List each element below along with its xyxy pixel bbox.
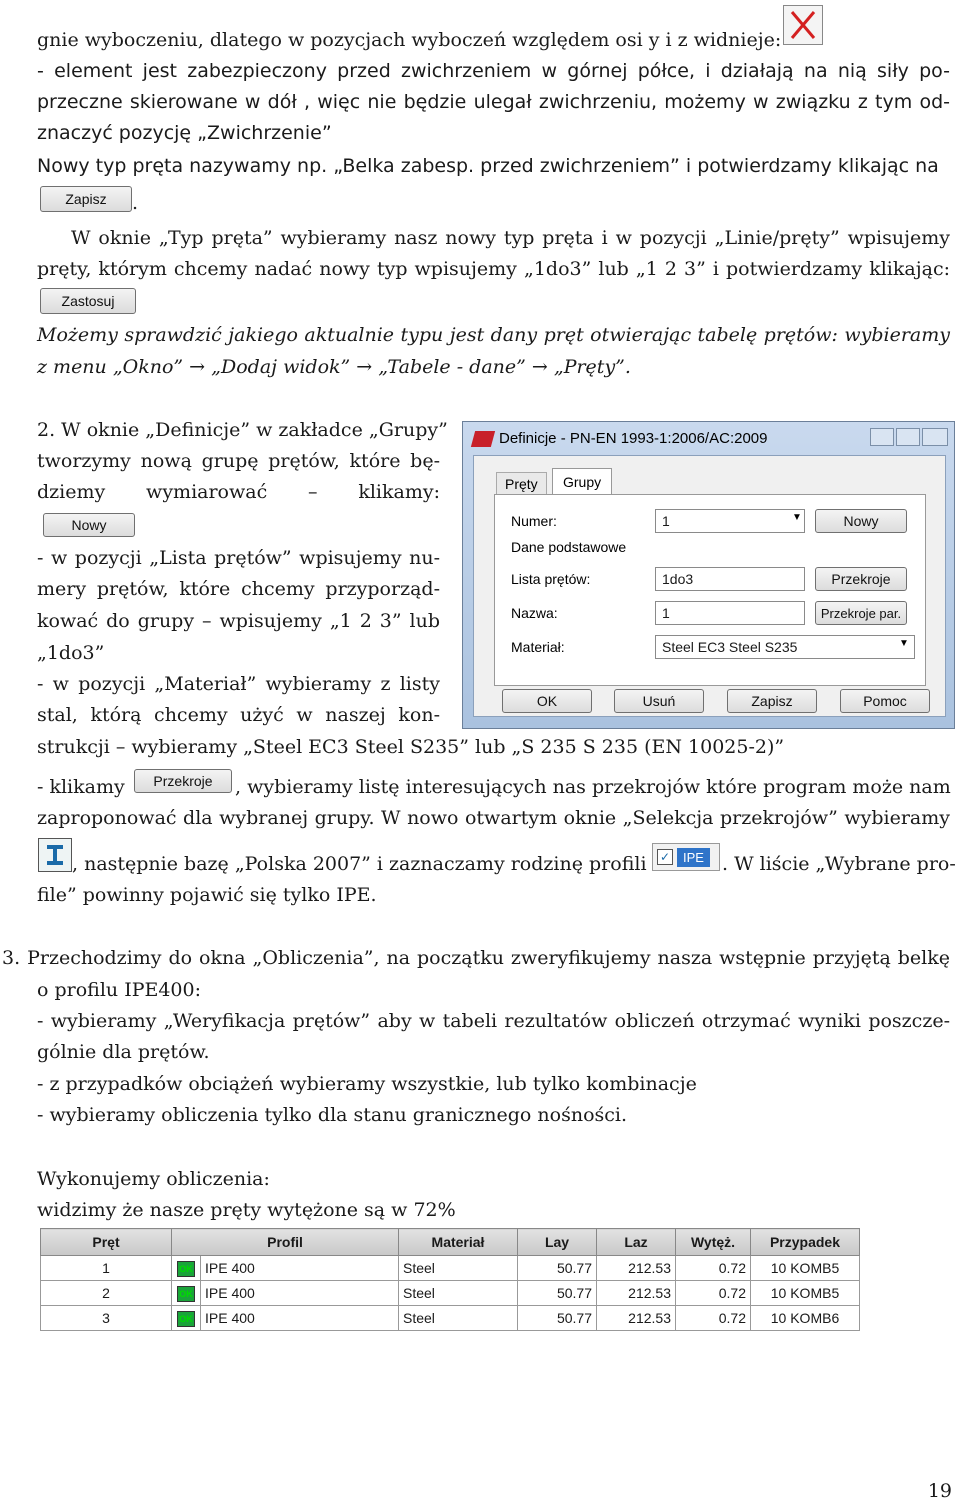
- ok-status-icon: OK: [177, 1311, 195, 1327]
- column-header[interactable]: Materiał: [399, 1229, 518, 1256]
- section-label: Dane podstawowe: [511, 539, 627, 555]
- numer-label: Numer:: [511, 513, 557, 529]
- paragraph-line: o profilu IPE400:: [37, 979, 202, 1001]
- numer-select[interactable]: 1: [655, 509, 805, 533]
- profil-cell: IPE 400: [201, 1256, 399, 1281]
- material-label: Materiał:: [511, 639, 565, 655]
- table-header-row: [41, 1229, 860, 1256]
- ok-status-icon: OK: [177, 1286, 195, 1302]
- paragraph-line: zaproponować dla wybranej grupy. W nowo otwartym oknie „Selekcja przekrojów” wybieramy: [37, 807, 950, 829]
- przekroje-inline-button[interactable]: Przekroje: [134, 769, 232, 793]
- wytez-cell: 0.72: [676, 1281, 751, 1306]
- material-cell: Steel: [399, 1256, 518, 1281]
- paragraph-line: znaczyć pozycję „Zwichrzenie”: [37, 122, 332, 144]
- paragraph-line: Nowy typ pręta nazywamy np. „Belka zabesp. przed zwichrzeniem” i potwierdzamy klikając na: [37, 155, 939, 177]
- pret-cell: 1: [41, 1256, 172, 1281]
- results-table: [40, 1228, 860, 1331]
- lay-cell: 50.77: [518, 1281, 597, 1306]
- tab-grupy[interactable]: Grupy: [552, 468, 612, 495]
- lay-cell: 50.77: [518, 1306, 597, 1331]
- przypadek-cell: 10 KOMB6: [751, 1306, 860, 1331]
- przypadek-cell: 10 KOMB5: [751, 1281, 860, 1306]
- table-row[interactable]: [41, 1281, 860, 1306]
- paragraph-line: dziemy wymiarować – klikamy:: [37, 481, 440, 503]
- lay-cell: 50.77: [518, 1256, 597, 1281]
- i-profile-icon[interactable]: [38, 838, 72, 872]
- paragraph-line: gnie wyboczeniu, dlatego w pozycjach wyboczeń względem osi y i z widnieje:: [37, 29, 782, 51]
- paragraph-line: file” powinny pojawić się tylko IPE.: [37, 884, 377, 906]
- paragraph-line: z menu „Okno” → „Dodaj widok” → „Tabele - dane” → „Pręty”.: [37, 356, 631, 378]
- dialog-nowy-button[interactable]: Nowy: [815, 509, 907, 533]
- definicje-dialog: [462, 421, 955, 729]
- paragraph-line: tworzymy nową grupę prętów, które bę-: [37, 450, 440, 472]
- paragraph-line: - element jest zabezpieczony przed zwichrzeniem w górnej półce, i działają na nią siły po-: [37, 60, 950, 82]
- paragraph-line: kować do grupy – wpisujemy „1 2 3” lub: [37, 610, 440, 632]
- chevron-down-icon: ▼: [792, 512, 802, 523]
- paragraph-line: gólnie dla prętów.: [37, 1041, 210, 1063]
- status-cell: [172, 1281, 201, 1306]
- ipe-checkbox[interactable]: [652, 843, 720, 871]
- paragraph-line: - z przypadków obciążeń wybieramy wszystkie, lub tylko kombinacje: [37, 1073, 697, 1095]
- tab-prety[interactable]: Pręty: [496, 472, 547, 495]
- minimize-icon[interactable]: [870, 428, 894, 446]
- maximize-icon[interactable]: [896, 428, 920, 446]
- column-header[interactable]: Wytęż.: [676, 1229, 751, 1256]
- zastosuj-button[interactable]: Zastosuj: [40, 288, 136, 314]
- wytez-cell: 0.72: [676, 1256, 751, 1281]
- pomoc-button[interactable]: Pomoc: [840, 689, 930, 713]
- lista-label: Lista prętów:: [511, 571, 591, 587]
- paragraph-line: 3. Przechodzimy do okna „Obliczenia”, na początku zweryfikujemy nasza wstępnie przyjętą belkę: [2, 947, 950, 969]
- paragraph-line: - wybieramy obliczenia tylko dla stanu granicznego nośności.: [37, 1104, 628, 1126]
- ok-button[interactable]: OK: [502, 689, 592, 713]
- paragraph-line: . W liście „Wybrane pro-: [722, 853, 956, 875]
- close-window-icon[interactable]: [922, 428, 948, 446]
- laz-cell: 212.53: [597, 1281, 676, 1306]
- paragraph-line: Wykonujemy obliczenia:: [37, 1168, 270, 1190]
- column-header[interactable]: Laz: [597, 1229, 676, 1256]
- nowy-button[interactable]: Nowy: [43, 513, 135, 537]
- paragraph-line: W oknie „Typ pręta” wybieramy nasz nowy typ pręta i w pozycji „Linie/pręty” wpisujemy: [71, 227, 950, 249]
- table-row[interactable]: [41, 1256, 860, 1281]
- column-header[interactable]: Przypadek: [751, 1229, 860, 1256]
- column-header[interactable]: Lay: [518, 1229, 597, 1256]
- dialog-title: Definicje - PN-EN 1993-1:2006/AC:2009: [499, 430, 768, 447]
- paragraph-line: przeczne skierowane w dół , więc nie będzie ulegał zwichrzeniu, możemy w związku z tym od-: [37, 91, 950, 113]
- usun-button[interactable]: Usuń: [614, 689, 704, 713]
- przekroje-par-button[interactable]: Przekroje par.: [815, 601, 907, 625]
- chevron-down-icon: ▼: [899, 638, 909, 649]
- nazwa-input[interactable]: 1: [655, 601, 805, 625]
- dialog-zapisz-button[interactable]: Zapisz: [727, 689, 817, 713]
- material-cell: Steel: [399, 1281, 518, 1306]
- dialog-body: [473, 455, 946, 717]
- paragraph-line: - w pozycji „Materiał” wybieramy z listy: [37, 673, 440, 695]
- zapisz-button[interactable]: Zapisz: [40, 186, 132, 212]
- table-row[interactable]: [41, 1306, 860, 1331]
- material-select[interactable]: Steel EC3 Steel S235: [655, 635, 915, 659]
- pret-cell: 3: [41, 1306, 172, 1331]
- checkbox-check-icon: ✓: [657, 849, 673, 865]
- ipe-label: IPE: [677, 848, 710, 867]
- laz-cell: 212.53: [597, 1256, 676, 1281]
- page-number: 19: [927, 1480, 952, 1502]
- lista-input[interactable]: 1do3: [655, 567, 805, 591]
- tab-panel: [494, 494, 926, 686]
- paragraph-line: 2. W oknie „Definicje” w zakładce „Grupy”: [37, 419, 448, 441]
- paragraph-line: - wybieramy „Weryfikacja prętów” aby w tabeli rezultatów obliczeń otrzymać wyniki poszcze-: [37, 1010, 950, 1032]
- wytez-cell: 0.72: [676, 1306, 751, 1331]
- pret-cell: 2: [41, 1281, 172, 1306]
- material-cell: Steel: [399, 1306, 518, 1331]
- paragraph-line: , następnie bazę „Polska 2007” i zaznaczamy rodzinę profili: [72, 853, 647, 875]
- app-logo-icon: [471, 431, 495, 447]
- paragraph-line: stal, którą chcemy użyć w naszej kon-: [37, 704, 440, 726]
- przekroje-button[interactable]: Przekroje: [815, 567, 907, 591]
- laz-cell: 212.53: [597, 1306, 676, 1331]
- paragraph-line: Możemy sprawdzić jakiego aktualnie typu jest dany pręt otwierając tabelę prętów: wybieramy: [37, 324, 950, 346]
- column-header[interactable]: Pręt: [41, 1229, 172, 1256]
- status-cell: [172, 1256, 201, 1281]
- paragraph-line: strukcji – wybieramy „Steel EC3 Steel S235” lub „S 235 S 235 (EN 10025-2)”: [37, 736, 785, 758]
- ok-status-icon: OK: [177, 1261, 195, 1277]
- paragraph-line: pręty, którym chcemy nadać nowy typ wpisujemy „1do3” lub „1 2 3” i potwierdzamy klikając:: [37, 258, 950, 280]
- paragraph-line: - klikamy: [37, 776, 125, 798]
- przypadek-cell: 10 KOMB5: [751, 1256, 860, 1281]
- profil-cell: IPE 400: [201, 1281, 399, 1306]
- nazwa-label: Nazwa:: [511, 605, 558, 621]
- paragraph-line: „1do3”: [37, 642, 105, 664]
- status-cell: [172, 1306, 201, 1331]
- paragraph-line: - w pozycji „Lista prętów” wpisujemy nu-: [37, 547, 440, 569]
- column-header[interactable]: Profil: [172, 1229, 399, 1256]
- paragraph-line: , wybieramy listę interesujących nas przekrojów które program może nam: [235, 776, 951, 798]
- paragraph-line: mery prętów, które chcemy przyporząd-: [37, 578, 440, 600]
- paragraph-line: widzimy że nasze pręty wytężone są w 72%: [37, 1199, 456, 1221]
- period: .: [132, 192, 139, 214]
- profil-cell: IPE 400: [201, 1306, 399, 1331]
